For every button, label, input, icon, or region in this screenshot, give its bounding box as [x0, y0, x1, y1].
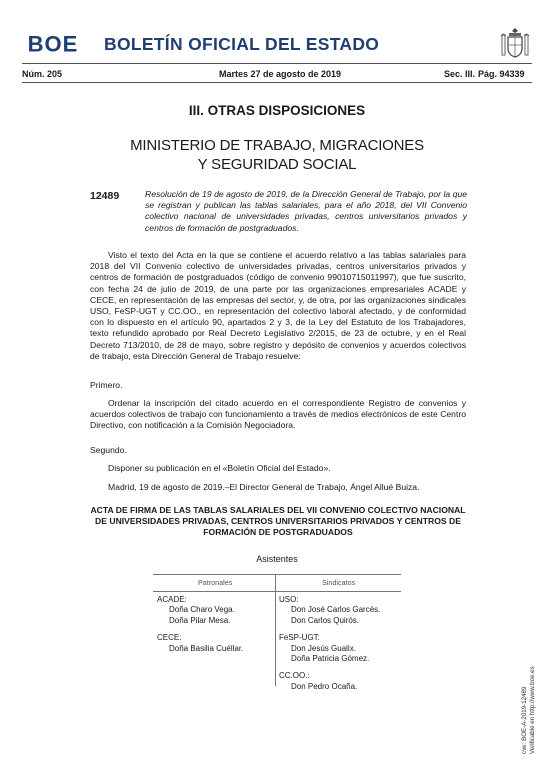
ministry-line-2: Y SEGURIDAD SOCIAL: [197, 156, 357, 173]
org-label: ACADE:: [157, 595, 187, 604]
column-header-sindicatos: Sindicatos: [322, 578, 356, 587]
intro-paragraph: Visto el texto del Acta en la que se contiene el acuerdo relativo a las tablas salariales para 2018 del VII Convenio colectivo de universidades privadas, centros universitarios privados y centros de formación de postgraduados (código de convenio 99010715011997), que fue suscrito, con fecha 24 de julio de 2019, de una parte por las organizaciones empresariales ACADE y CECE, en representación de las empresas del sector, y, de otra, por las organizaciones sindicales USO, FeSP-UGT y CC.OO., en representación del colectivo laboral afectado, y de conformidad con lo dispuesto en el artículo 90, apartados 2 y 3, de la Ley del Estatuto de los Trabajadores, texto refundido aprobado por Real Decreto Legislativo 2/2015, de 23 de octubre, y en el Real Decreto 713/2010, de 28 de mayo, sobre registro y depósito de convenios y acuerdos colectivos de trabajo, esta Dirección General de Trabajo resuelve:: [90, 250, 466, 361]
patronales-column: [157, 595, 243, 654]
table-header-rule: [153, 591, 401, 592]
section-title: III. OTRAS DISPOSICIONES: [188, 103, 366, 118]
coat-of-arms-icon: [500, 27, 530, 59]
attendees-label: Asistentes: [256, 554, 298, 564]
segundo-heading: Segundo.: [90, 445, 127, 455]
org-label: CC.OO.:: [279, 671, 310, 681]
org-label: FeSP-UGT:: [279, 633, 320, 643]
ministry-title: [0, 136, 554, 174]
member-name: Don Carlos Quirós.: [291, 615, 360, 625]
resolution-number: 12489: [90, 190, 120, 202]
issue-number: Núm. 205: [22, 69, 63, 79]
member-name: Doña Pilar Mesa.: [169, 615, 231, 625]
member-name: Don Pedro Ocaña.: [291, 681, 358, 691]
primero-heading: Primero.: [90, 380, 123, 390]
member-name: Doña Patricia Gómez.: [291, 654, 370, 664]
section-label: Sec. III.: [444, 69, 476, 79]
member-name: Don Jesús Gualix.: [291, 643, 356, 653]
segundo-paragraph: Disponer su publicación en el «Boletín Oficial del Estado».: [108, 463, 331, 473]
table-column-divider: [275, 574, 276, 686]
column-header-patronales: Patronales: [198, 578, 233, 587]
cve-code: cve: BOE-A-2019-12489: [521, 686, 528, 754]
member-name: Don José Carlos Garcés.: [291, 605, 381, 615]
svg-text:BOE: BOE: [27, 33, 79, 55]
signature-line: Madrid, 19 de agosto de 2019.–El Director General de Trabajo, Ángel Allué Buiza.: [108, 482, 420, 492]
member-name: Doña Charo Vega.: [169, 605, 235, 615]
verification-url: Verificable en http://www.boe.es: [529, 666, 536, 754]
acta-title: ACTA DE FIRMA DE LAS TABLAS SALARIALES DEL VII CONVENIO COLECTIVO NACIONAL DE UNIVERSIDADES PRIVADAS, CENTROS UNIVERSITARIOS PRIVADOS Y CENTROS DE FORMACIÓN DE POSTGRADUADOS: [90, 505, 466, 538]
gazette-title: BOLETÍN OFICIAL DEL ESTADO: [104, 34, 380, 54]
header-bottom-rule: [22, 82, 532, 83]
page-number: Pág. 94339: [478, 69, 525, 79]
boe-logo: [22, 33, 84, 55]
org-label: USO:: [279, 595, 299, 604]
ministry-line-1: MINISTERIO DE TRABAJO, MIGRACIONES: [130, 137, 424, 154]
table-top-rule: [153, 574, 401, 575]
primero-paragraph: Ordenar la inscripción del citado acuerdo en el correspondiente Registro de convenios y acuerdos colectivos de trabajo con funcionamiento a través de medios electrónicos de este Centro Directivo, con notificación a la Comisión Negociadora.: [90, 398, 466, 431]
member-name: Doña Basilia Cuéllar.: [169, 643, 244, 653]
verification-note: [521, 666, 537, 754]
sindicatos-column: [279, 595, 380, 692]
resolution-summary: Resolución de 19 de agosto de 2019, de la Dirección General de Trabajo, por la que se registran y publican las tablas salariales, para el año 2018, del VII Convenio colectivo nacional de universidades privadas, centros universitarios privados y centros de formación de postgraduados.: [145, 189, 467, 233]
org-label: CECE:: [157, 633, 182, 643]
header-top-rule: [22, 63, 532, 64]
issue-date: Martes 27 de agosto de 2019: [219, 69, 342, 79]
